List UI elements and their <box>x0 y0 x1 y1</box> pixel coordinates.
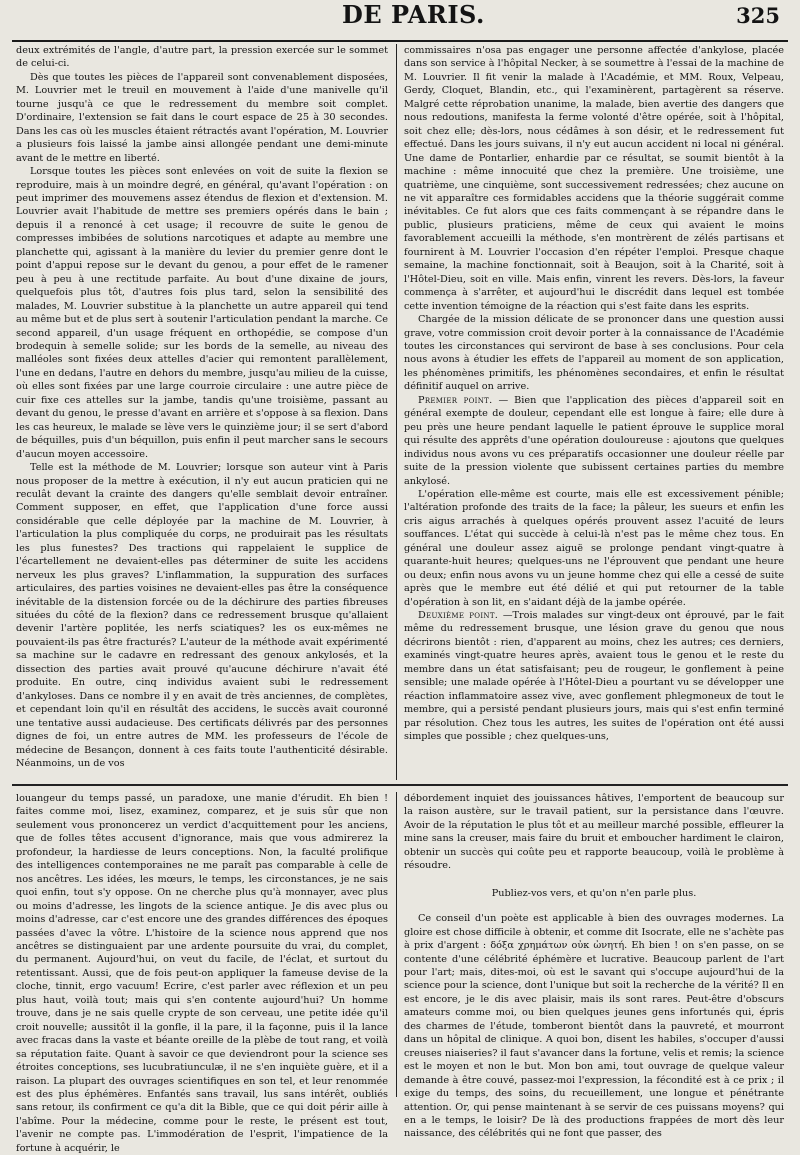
column-divider <box>396 44 397 780</box>
section-divider <box>12 784 788 786</box>
paragraph: Ce conseil d'un poète est applicable à bien des ouvrages modernes. La gloire est chose difficile à obtenir, et comme dit Isocrate, elle ne s'achète pas à prix d'argent : δόξα χρημάτων οὐκ ὠνητή. Eh bien ! on s'en passe, on se contente d'une célébrité éphémère et lucrative. Beaucoup parlent de l'art pour l'art; mais, dites-moi, où est le savant qui s'occupe aujourd'hui de la science pour la science, dont l'unique but soit la recherche de la vérité? Il en est encore, je le dis avec plaisir, mais ils sont rares. Peut-être d'obscurs amateurs comme moi, ou bien quelques jeunes gens infortunés qui, épris des charmes de l'étude, tomberont bientôt dans la pauvreté, et mourront dans un hôpital de clinique. A quoi bon, disent les habiles, s'occuper d'aussi creuses niaiseries? il faut s'avancer dans la fortune, velis et remis; la science est le moyen et non le but. Mon bon ami, tout ouvrage de quelque valeur demande à être couvé, passez-moi l'expression, la fécondité est à ce prix ; il exige du temps, des soins, du recueillement, une longue et pénétrante attention. Or, qui pense maintenant à se servir de ces puissans moyens? qui en a le temps, le loisir? De là des productions frappées de mort dès leur naissance, des célébrités qui ne font que passer, des <box>404 913 784 1140</box>
paragraph: louangeur du temps passé, un paradoxe, une manie d'érudit. Eh bien ! faites comme moi, lisez, examinez, comparez, et je suis sûr que non seulement vous prononcerez un verdict d'acquittement pour les anciens, que de folles têtes accusent d'ignorance, mais que vous admirerez la profondeur, la hardiesse de leurs conceptions. Non, la faculté prolifique des intelligences contemporaines ne me paraît pas comparable à celle de nos ancêtres. Les idées, les mœurs, le temps, les circonstances, je ne sais quoi enfin, tout s'y oppose. On ne cherche plus qu'à monnayer, avec plus ou moins d'adresse, les lingots de la science antique. Je dis avec plus ou moins d'adresse, car c'est encore une des grandes différences des époques passées d'avec la vôtre. L'histoire de la science nous apprend que nos ancêtres se distinguaient par une ardente poursuite du vrai, du complet, du permanent. Aujourd'hui, on veut du facile, de l'éclat, et surtout du retentissant. Aussi, que de fois peut-on appliquer la fameuse devise de la cloche, tinnit, ergo vacuum! Ecrire, c'est parler avec réflexion et un peu plus haut, voilà tout; mais qui s'en contente aujourd'hui? Un homme trouve, dans je ne sais quelle crypte de son cerveau, une petite idée qu'il croit nouvelle; aussitôt il la gonfle, il la pare, il la façonne, puis il la lance avec fracas dans la vaste et béante oreille de la plèbe de tout rang, et voilà sa réputation faite. Quant à savoir ce que deviendront pour la science ses étroites conceptions, ses lucubratiunculæ, il ne s'en inquiète guère, et il a raison. La plupart des ouvrages scientifiques en son tel, et leur renommée est des plus éphémères. Enfantés sans travail, lus sans intérêt, oubliés sans retour, ils confirment ce qu'a dit la Bible, que ce qui doit périr aille à l'abîme. Pour la médecine, comme pour le reste, le présent est tout, l'avenir ne compte pas. L'immodération de l'esprit, l'impatience de la fortune à acquérir, le <box>16 793 388 1154</box>
page-header <box>12 0 788 42</box>
paragraph: deux extrémités de l'angle, d'autre part, la pression exercée sur le sommet de celui-ci. <box>16 45 388 70</box>
paragraph: L'opération elle-même est courte, mais elle est excessivement pénible; l'altération profonde des traits de la face; la pâleur, les sueurs et enfin les cris aigus arrachés à quelques opérés prouvent assez l'acuité de leurs souffances. L'état qui succède à celui-là n'est pas le même chez tous. En général une douleur assez aiguë se prolonge pendant vingt-quatre à quarante-huit heures; quelques-uns ne l'éprouvent que pendant une heure ou deux; enfin nous avons vu un jeune homme chez qui elle a cessé de suite après que le membre eut été délié et qui put retourner de la table d'opération à son lit, en s'aidant déjà de la jambe opérée. <box>404 488 784 608</box>
paragraph: Premier point. — Bien que l'application des pièces d'appareil soit en général exempte de douleur, cependant elle est longue à faire; elle dure à peu près une heure pendant laquelle le patient éprouve le supplice moral qui résulte des apprêts d'une opération douloureuse : ajoutons que quelques individus nous avons vu ces préparatifs occasionner une douleur réelle par suite de la pression violente que subissent certaines parties du membre ankylosé. <box>404 394 784 487</box>
paragraph: Telle est la méthode de M. Louvrier; lorsque son auteur vint à Paris nous proposer de la mettre à exécution, il n'y eut aucun praticien qui ne reculât devant la crainte des dangers qu'elle semblait devoir entraîner. Comment supposer, en effet, que l'application d'une force aussi considérable que celle déployée par la machine de M. Louvrier, à l'articulation la plus compliquée du corps, ne produirait pas les résultats les plus funestes? Des tractions qui rappelaient le supplice de l'écartellement ne devaient-elles pas déterminer de suite les accidens nerveux les plus graves? L'inflammation, la suppuration des surfaces articulaires, des parties voisines ne devaient-elles pas être la conséquence inévitable de la distension forcée ou de la déchirure des parties fibreuses situées du côté de la flexion? dans ce redressement brusque qu'allaient devenir l'artère poplitée, les nerfs sciatiques? les os eux-mêmes ne pouvaient-ils pas être fracturés? L'auteur de la méthode avait expérimenté sa machine sur le cadavre en redressant des genoux ankylosés, et la dissection des parties avait prouvé qu'aucune déchirure n'avait été produite. En outre, cinq individus avaient subi le redressement d'ankyloses. Dans ce nombre il y en avait de très anciennes, de complètes, et cependant loin qu'il en résultât des accidens, le succès avait couronné une tentative aussi audacieuse. Des certificats délivrés par des personnes dignes de foi, un entre autres de MM. les professeurs de l'école de médecine de Besançon, donnent à ces faits toute l'authenticité désirable. Néanmoins, un de vos <box>16 462 388 770</box>
page-title: DE PARIS. <box>342 0 485 29</box>
bottom-right-column <box>404 792 784 1140</box>
paragraph: commissaires n'osa pas engager une personne affectée d'ankylose, placée dans son service à l'hôpital Necker, à se soumettre à l'essai de la machine de M. Louvrier. Il fit venir la malade à l'Académie, et MM. Roux, Velpeau, Gerdy, Cloquet, Blandin, etc., qui l'examinèrent, partagèrent sa réserve. Malgré cette réprobation unanime, la malade, bien avertie des dangers que nous redoutions, manifesta la ferme volonté d'être opérée, soit à l'hôpital, soit chez elle; dès-lors, nous cédâmes à son désir, et le redressement fut effectué. Dans les jours suivans, il n'y eut aucun accident ni local ni général. Une dame de Pontarlier, enhardie par ce résultat, se soumit bientôt à la machine : même innocuité que chez la première. Une troisième, une quatrième, une cinquième, sont successivement redressées; chez aucune on ne vit apparaître ces formidables accidens que la théorie suggérait comme inévitables. Ce fut alors que ces faits commençant à se répandre dans le public, plusieurs praticiens, même de ceux qui avaient le moins favorablement accueilli la méthode, s'en montrèrent de zélés partisans et fournirent à M. Louvrier l'occasion d'en répéter l'emploi. Presque chaque semaine, la machine fonctionnait, soit à Beaujon, soit à la Charité, soit à l'Hôtel-Dieu, soit en ville. Mais enfin, vinrent les revers. Dès-lors, la faveur commença à s'arrêter, et aujourd'hui le discrédit dans lequel est tombée cette invention témoigne de la réaction qui s'est faite dans les esprits. <box>404 45 784 312</box>
page-number: 325 <box>736 3 780 28</box>
verse-quote: Publiez-vos vers, et qu'on n'en parle plus. <box>491 887 697 899</box>
top-left-column <box>16 44 388 778</box>
top-right-column <box>404 44 784 778</box>
bottom-left-column <box>16 792 388 1154</box>
paragraph: Lorsque toutes les pièces sont enlevées on voit de suite la flexion se reproduire, mais à un moindre degré, en général, qu'avant l'opération : on peut imprimer des mouvemens assez étendus de flexion et d'extension. M. Louvrier avait l'habitude de mettre ses premiers opérés dans le bain ; depuis il a renoncé à cet usage; il recouvre de suite le genou de compresses imbibées de solutions narcotiques et adapte au membre une planchette qui, agissant à la manière du levier du premier genre dont le point d'appui repose sur le devant du genou, a pour effet de le ramener peu à peu à une rectitude parfaite. Au bout d'une dixaine de jours, quelquefois plus tôt, d'autres fois plus tard, selon la sensibilité des malades, M. Louvrier substitue à la planchette un autre appareil qui tend au même but et de plus sert à soutenir l'articulation pendant la marche. Ce second appareil, d'un usage fréquent en orthopédie, se compose d'un brodequin à semelle solide; sur les bords de la semelle, au niveau des malléoles sont fixées deux attelles d'acier qui remontent parallèlement, l'une en dedans, l'autre en dehors du membre, jusqu'au milieu de la cuisse, où elles sont fixées par une large courroie circulaire : une autre pièce de cuir fixe ces attelles sur la jambe, tandis qu'une troisième, passant au devant du genou, le presse d'avant en arrière et s'oppose à sa flexion. Dans les cas heureux, le malade se lève vers le quinzième jour; il se sert d'abord de béquilles, puis d'un béquillon, puis enfin il peut marcher sans le secours d'aucun moyen accessoire. <box>16 166 388 460</box>
paragraph: Dès que toutes les pièces de l'appareil sont convenablement disposées, M. Louvrier met le treuil en mouvement à l'aide d'une manivelle qu'il tourne jusqu'à ce que le redressement du membre soit complet. D'ordinaire, l'extension se fait dans le court espace de 25 à 30 secondes. Dans les cas où les muscles étaient rétractés avant l'opération, M. Louvrier a plusieurs fois laissé la jambe ainsi allongée pendant une demi-minute avant de le mettre en liberté. <box>16 71 388 164</box>
section-heading: Deuxième point. <box>418 610 499 622</box>
paragraph: Deuxième point. —Trois malades sur vingt-deux ont éprouvé, par le fait même du redressement brusque, une lésion grave du genou que nous décrirons bientôt : rien, d'apparent au moins, chez les autres; ces derniers, examinés vingt-quatre heures après, avaient tous le genou et le reste du membre dans un état satisfaisant; peu de rougeur, le gonflement à peine sensible; une malade opérée à l'Hôtel-Dieu a pourtant vu se développer une réaction inflammatoire assez vive, avec gonflement phlegmoneux de tout le membre, qui a persisté pendant plusieurs jours, mais qui s'est enfin terminé par résolution. Chez tous les autres, les suites de l'opération ont été aussi simples que possible ; chez quelques-uns, <box>404 610 784 743</box>
section-heading: Premier point. <box>418 394 493 406</box>
paragraph: Chargée de la mission délicate de se prononcer dans une question aussi grave, votre commission croit devoir porter à la connaissance de l'Académie toutes les circonstances qui serviront de base à ses conclusions. Pour cela nous avons à étudier les effets de l'appareil au moment de son application, les phénomènes primitifs, les phénomènes secondaires, et enfin le résultat définitif auquel on arrive. <box>404 314 784 393</box>
paragraph: débordement inquiet des jouissances hâtives, l'emportent de beaucoup sur la raison austère, sur le travail patient, sur la persistance dans l'œuvre. Avoir de la réputation le plus tôt et au meilleur marché possible, effleurer la mine sans la creuser, mais faire du bruit et emboucher hardiment le clairon, obtenir un succès qui coûte peu et rapporte beaucoup, voilà le problème à résoudre. <box>404 793 784 872</box>
column-divider <box>396 792 397 1097</box>
